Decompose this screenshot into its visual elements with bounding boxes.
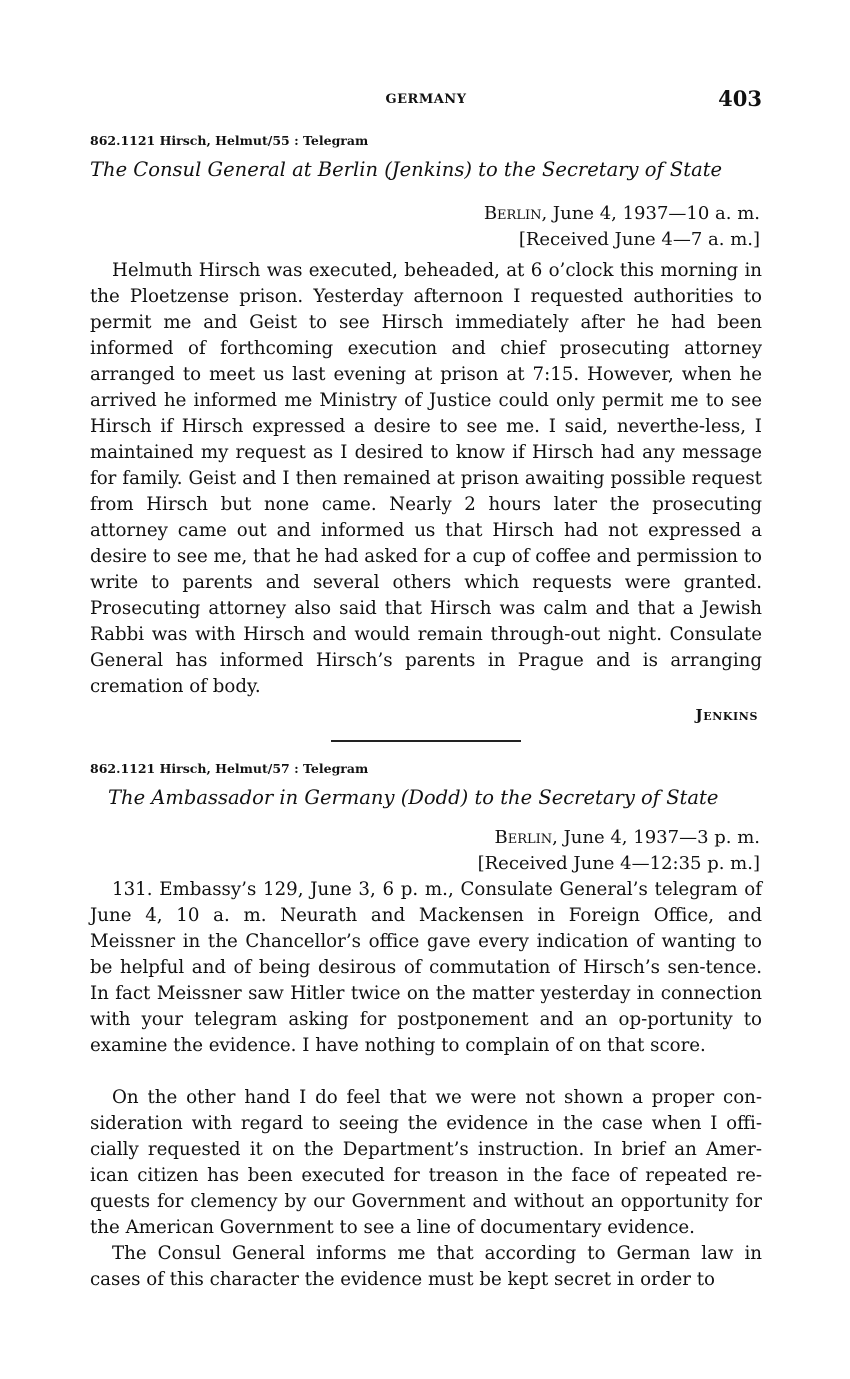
- telegram-paragraph: Helmuth Hirsch was executed, beheaded, at 6 o’clock this morning in the Ploetzense prison. Yesterday afternoon I requested authorities to permit me and Geist to see Hirsch immediately after he had been informed of forthcoming execution and chief prosecuting attorney arranged to meet us last evening at prison at 7:15. However, when he arrived he informed me Ministry of Justice could only permit me to see Hirsch if Hirsch expressed a desire to see me. I said, neverthe-less, I maintained my request as I desired to know if Hirsch had any message for family. Geist and I then remained at prison awaiting possible request from Hirsch but none came. Nearly 2 hours later the prosecuting attorney came out and informed us that Hirsch had not expressed a desire to see me, that he had asked for a cup of coffee and permission to write to parents and several others which requests were granted. Prosecuting attorney also said that Hirsch was calm and that a Jewish Rabbi was with Hirsch and would remain through-out night. Consulate General has informed Hirsch’s parents in Prague and is arranging cremation of body.: [90, 260, 762, 697]
- telegram-paragraph: The Consul General informs me that according to German law in cases of this character the evidence must be kept secret in order to: [90, 1243, 762, 1290]
- running-head: [90, 86, 762, 114]
- file-reference-1: 862.1121 Hirsch, Helmut/55 : Telegram: [90, 133, 369, 148]
- received-line-2: [Received June 4—12:35 p. m.]: [477, 853, 760, 874]
- document-heading-1: The Consul General at Berlin (Jenkins) to the Secretary of State: [90, 158, 723, 181]
- dateline-2: [478, 825, 760, 877]
- dateline-1: [484, 201, 760, 253]
- page-number: 403: [718, 86, 762, 111]
- document-heading-2: The Ambassador in Germany (Dodd) to the Secretary of State: [108, 786, 719, 809]
- dateline-place-2: Berlin: [494, 827, 553, 848]
- dateline-date-2: , June 4, 1937—3 p. m.: [552, 827, 760, 848]
- dateline-date-1: , June 4, 1937—10 a. m.: [541, 203, 760, 224]
- section-divider: [331, 740, 521, 742]
- telegram-paragraph: 131. Embassy’s 129, June 3, 6 p. m., Consulate General’s telegram of June 4, 10 a. m. Neurath and Mackensen in Foreign Office, and Meissner in the Chancellor’s office gave every indication of wanting to be helpful and of being desirous of commutation of Hirsch’s sen-tence. In fact Meissner saw Hitler twice on the matter yesterday in connection with your telegram asking for postponement and an op-portunity to examine the evidence. I have nothing to complain of on that score.: [90, 879, 762, 1056]
- received-line-1: [Received June 4—7 a. m.]: [518, 229, 760, 250]
- file-reference-2: 862.1121 Hirsch, Helmut/57 : Telegram: [90, 761, 369, 776]
- running-title: GERMANY: [385, 92, 467, 107]
- signature: Jenkins: [695, 706, 758, 724]
- dateline-place-1: Berlin: [483, 203, 542, 224]
- telegram-paragraph: On the other hand I do feel that we were not shown a proper con-sideration with regard to seeing the evidence in the case when I offi-cially requested it on the Department’s instruction. In brief an Amer-ican citizen has been executed for treason in the face of repeated re-quests for clemency by our Government and without an opportunity for the American Government to see a line of documentary evidence.: [90, 1087, 762, 1238]
